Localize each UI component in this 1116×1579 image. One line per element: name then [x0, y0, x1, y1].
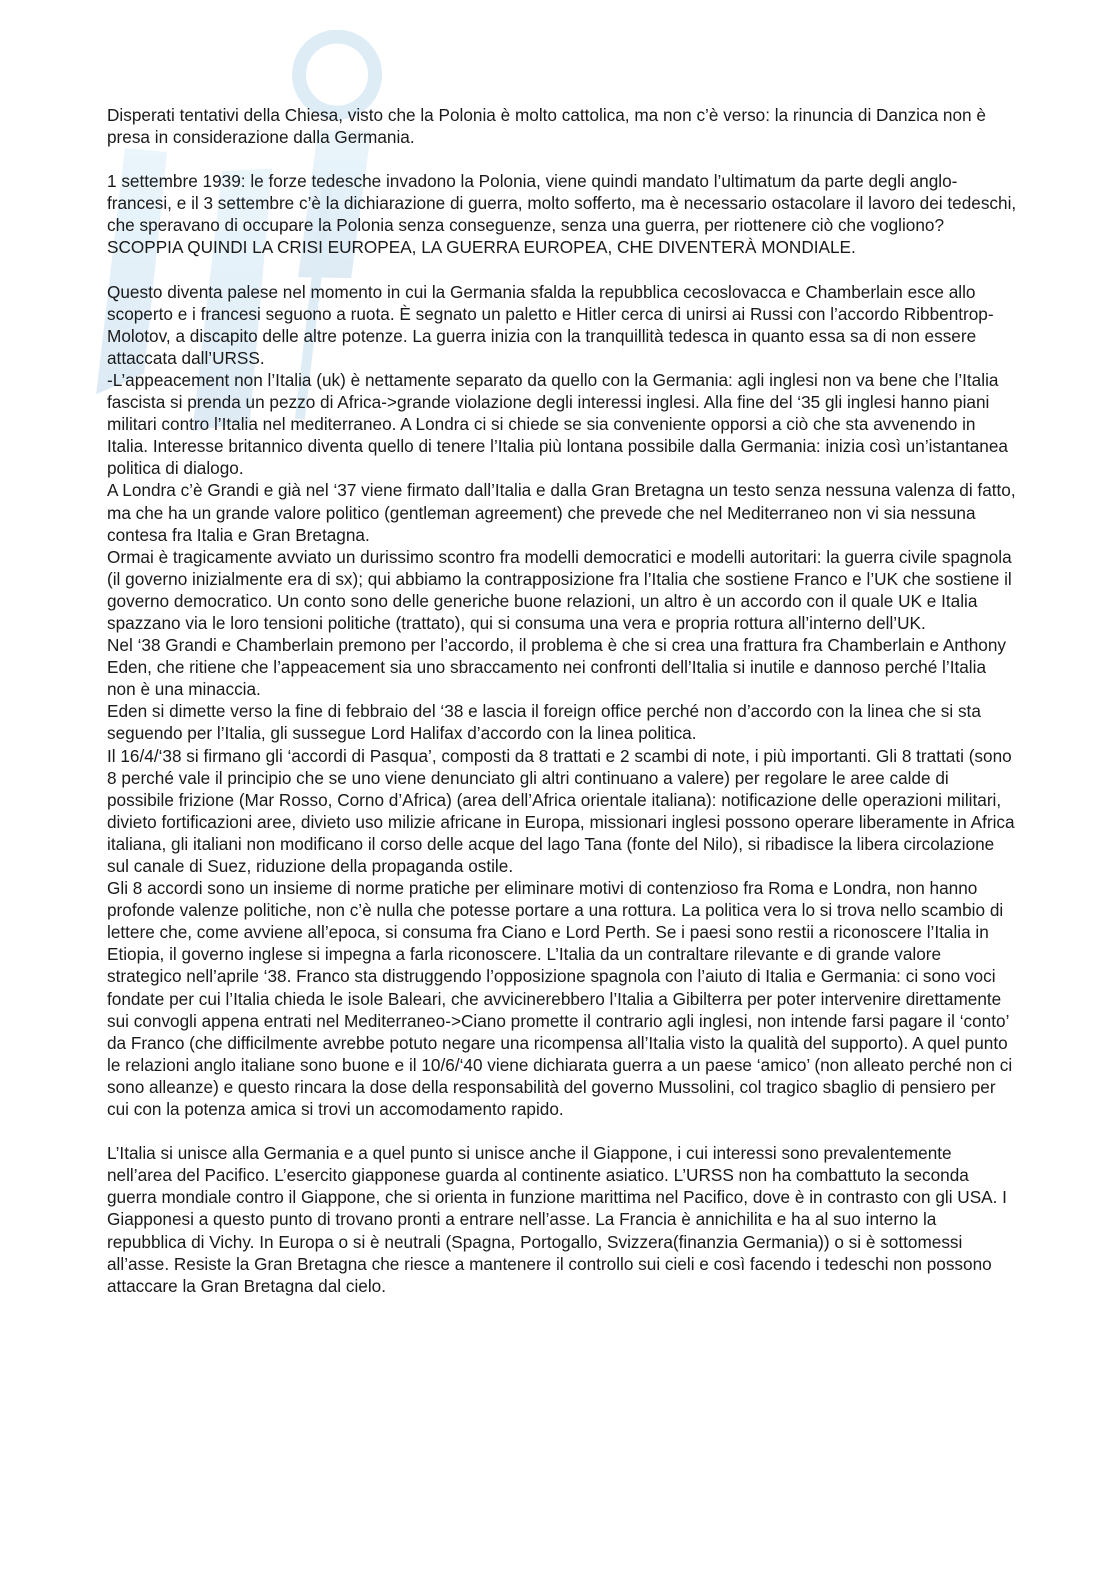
paragraph-6: Ormai è tragicamente avviato un durissimo scontro fra modelli democratici e modelli autoritari: la guerra civile spagnola (il governo inizialmente era di sx); qui abbiamo la contrapposizione fra l’Italia che sostiene Franco e l’UK che sostiene il governo democratico. Un conto sono delle generiche buone relazioni, un altro è un accordo con il quale UK e Italia spazzano via le loro tensioni politiche (trattato), qui si consuma una vera e propria rottura all’interno dell’UK. — [107, 546, 1012, 633]
document-body — [107, 104, 1017, 1297]
paragraph-3: Questo diventa palese nel momento in cui la Germania sfalda la repubblica cecoslovacca e Chamberlain esce allo scoperto e i francesi seguono a ruota. È segnato un paletto e Hitler cerca di unirsi ai Russi con l’accordo Ribbentrop-Molotov, a discapito delle altre potenze. La guerra inizia con la tranquillità tedesca in quanto essa sa di non essere attaccata dall’URSS. — [107, 281, 994, 368]
paragraph-2: 1 settembre 1939: le forze tedesche invadono la Polonia, viene quindi mandato l’ultimatum da parte degli anglo-francesi, e il 3 settembre c’è la dichiarazione di guerra, molto sofferto, ma è necessario ostacolare il lavoro dei tedeschi, che speravano di occupare la Polonia senza conseguenze, senza una guerra, per riottenere ciò che vogliono? SCOPPIA QUINDI LA CRISI EUROPEA, LA GUERRA EUROPEA, CHE DIVENTERÀ MONDIALE. — [107, 171, 1017, 258]
paragraph-9: Il 16/4/‘38 si firmano gli ‘accordi di Pasqua’, composti da 8 trattati e 2 scambi di note, i più importanti. Gli 8 trattati (sono 8 perché vale il principio che se uno viene denunciato gli altri continuano a valere) per regolare le aree calde di possibile frizione (Mar Rosso, Corno d’Africa) (area dell’Africa orientale italiana): notificazione delle operazioni militari, divieto fortificazioni aree, divieto uso milizie africane in Europa, missionari inglesi possono operare liberamente in Africa italiana, gli italiani non modificano il corso delle acque del lago Tana (fonte del Nilo), si ribadisce la libera circolazione sul canale di Suez, riduzione della propaganda ostile. — [107, 745, 1015, 876]
paragraph-5: A Londra c’è Grandi e già nel ‘37 viene firmato dall’Italia e dalla Gran Bretagna un testo senza nessuna valenza di fatto, ma che ha un grande valore politico (gentleman agreement) che prevede che nel Mediterraneo non vi sia nessuna contesa fra Italia e Gran Bretagna. — [107, 480, 1016, 545]
paragraph-8: Eden si dimette verso la fine di febbraio del ‘38 e lascia il foreign office perché non d’accordo con la linea che si sta seguendo per l’Italia, gli sussegue Lord Halifax d’accordo con la linea politica. — [107, 701, 981, 744]
paragraph-7: Nel ‘38 Grandi e Chamberlain premono per l’accordo, il problema è che si crea una frattura fra Chamberlain e Anthony Eden, che ritiene che l’appeacement sia uno sbraccamento nei confronti dell’Italia si inutile e dannoso perché l’Italia non è una minaccia. — [107, 635, 1006, 700]
paragraph-11: L’Italia si unisce alla Germania e a quel punto si unisce anche il Giappone, i cui interessi sono prevalentemente nell’area del Pacifico. L’esercito giapponese guarda al continente asiatico. L’URSS non ha combattuto la seconda guerra mondiale contro il Giappone, che si orienta in funzione marittima nel Pacifico, dove è in contrasto con gli USA. I Giapponesi a questo punto di trovano pronti a entrare nell’asse. La Francia è annichilita e ha al suo interno la repubblica di Vichy. In Europa o si è neutrali (Spagna, Portogallo, Svizzera(finanzia Germania)) o si è sottomessi all’asse. Resiste la Gran Bretagna che riesce a mantenere il controllo sui cieli e così facendo i tedeschi non possono attaccare la Gran Bretagna dal cielo. — [107, 1143, 1007, 1296]
paragraph-1: Disperati tentativi della Chiesa, visto che la Polonia è molto cattolica, ma non c’è verso: la rinuncia di Danzica non è presa in considerazione dalla Germania. — [107, 105, 986, 148]
paragraph-10: Gli 8 accordi sono un insieme di norme pratiche per eliminare motivi di contenzioso fra Roma e Londra, non hanno profonde valenze politiche, non c’è nulla che potesse portare a una rottura. La politica vera lo si trova nello scambio di lettere che, come avviene all’epoca, si consuma fra Ciano e Lord Perth. Se i paesi sono restii a riconoscere l’Italia in Etiopia, il governo inglese si impegna a farla riconoscere. L’Italia da un contraltare rilevante e di grande valore strategico nell’aprile ‘38. Franco sta distruggendo l’opposizione spagnola con l’aiuto di Italia e Germania: ci sono voci fondate per cui l’Italia chieda le isole Baleari, che avvicinerebbero l’Italia a Gibilterra per poter intervenire direttamente sui convogli appena entrati nel Mediterraneo->Ciano promette il contrario agli inglesi, non intende farsi pagare il ‘conto’ da Franco (che difficilmente avrebbe potuto negare una ricompensa all’Italia visto la qualità del supporto). A quel punto le relazioni anglo italiane sono buone e il 10/6/‘40 viene dichiarata guerra a un paese ‘amico’ (non alleato perché non ci sono alleanze) e questo rincara la dose della responsabilità del governo Mussolini, col tragico sbaglio di pensiero per cui con la potenza amica si trovi un accomodamento rapido. — [107, 878, 1013, 1120]
paragraph-4: -L’appeacement non l’Italia (uk) è nettamente separato da quello con la Germania: agli inglesi non va bene che l’Italia fascista si prenda un pezzo di Africa->grande violazione degli interessi inglesi. Alla fine del ‘35 gli inglesi hanno piani militari contro l’Italia nel mediterraneo. A Londra ci si chiede se sia conveniente opporsi a ciò che sta avvenendo in Italia. Interesse britannico diventa quello di tenere l’Italia più lontana possibile dalla Germania: inizia così un’istantanea politica di dialogo. — [107, 369, 1008, 479]
